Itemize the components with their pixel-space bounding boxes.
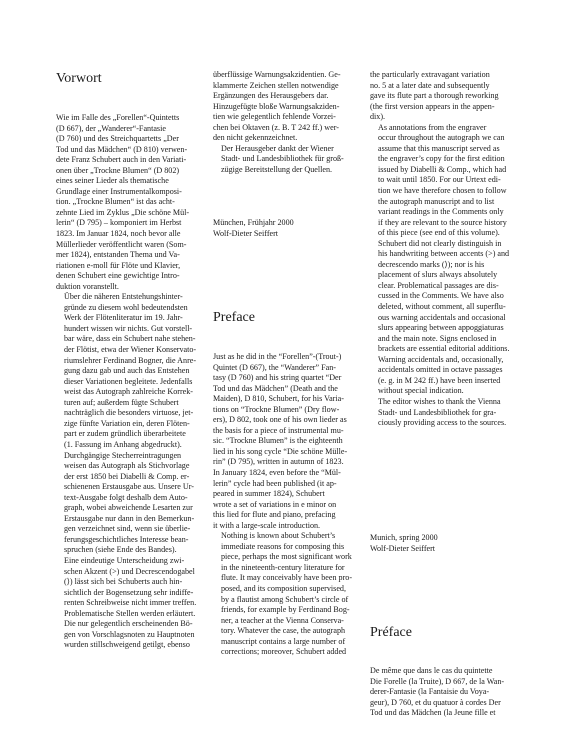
text-line: dete Franz Schubert auch in den Variati- <box>56 155 187 165</box>
text-line: riumslehrer Ferdinand Bogner, die Anre- <box>64 355 197 365</box>
text-line: Warning accidentals and, occasionally, <box>378 354 504 364</box>
paragraph <box>370 397 517 429</box>
text-line: duktion voranstellt. <box>56 281 119 291</box>
text-line: Nothing is known about Schubert’s <box>221 531 336 541</box>
heading-preface-fr: Préface <box>370 625 412 640</box>
text-line: hundert wissen wir nichts. Gut vorstell- <box>64 323 193 333</box>
text-line: cussed in the Comments. We have also <box>378 291 504 301</box>
text-line: dix). <box>370 112 386 122</box>
text-line: eines seiner Lieder als thematische <box>56 176 169 186</box>
french-text <box>370 666 517 719</box>
text-line: accidentals omitted in octave passages <box>378 365 503 375</box>
text-line: ferungsgeschichtliches Interesse bean- <box>64 534 189 544</box>
text-line: wurden stillschweigend getilgt, ebenso <box>64 640 190 650</box>
text-line: Die Forelle (la Truite), D 667, de la Wan- <box>370 676 505 686</box>
paragraph <box>213 352 358 531</box>
text-line: Stadt- und Landesbibliothek for gra- <box>378 407 497 417</box>
text-line: (D 667), der „Wanderer“-Fantasie <box>56 123 166 133</box>
text-line: Just as he did in the “Forellen”-(Trout-) <box>213 352 342 361</box>
text-line: dieser Variationen begleitete. Jedenfalls <box>64 376 193 386</box>
text-line: Stadt- und Landesbibliothek für groß- <box>221 154 344 164</box>
paragraph <box>56 113 201 292</box>
text-line: den nicht gekennzeichnet. <box>213 133 298 143</box>
text-line: tion. „Trockne Blumen“ ist das acht- <box>56 197 175 207</box>
text-line: flute. It may conceivably have been pro- <box>221 573 353 583</box>
text-line: immediate reasons for composing this <box>221 541 345 551</box>
text-line: Eine eindeutige Unterscheidung zwi- <box>64 555 185 565</box>
paragraph <box>56 556 201 651</box>
paragraph <box>370 666 517 719</box>
text-line: zehnte Lied im Zyklus „Die schöne Mül- <box>56 207 190 217</box>
text-line: corrections; moreover, Schubert added <box>221 647 347 657</box>
sign-place: München, Frühjahr 2000 <box>213 218 294 227</box>
text-line: überflüssige Warnungsakzidentien. Ge- <box>213 70 341 79</box>
text-line: issued by Diabelli & Comp., which had <box>378 164 507 174</box>
text-line: geur), D 760, et du quatuor à cordes Der <box>370 697 501 707</box>
paragraph <box>213 531 358 658</box>
text-line: In January 1824, even before the “Mül- <box>213 468 341 478</box>
text-line: ner, a teacher at the Vienna Conserva- <box>221 615 344 625</box>
text-line: zige fünfte Variation ein, deren Flöten- <box>64 418 190 428</box>
text-line: zügige Bereitstellung der Quellen. <box>221 164 333 174</box>
text-line: tien wie gelegentlich fehlende Vorzei- <box>213 112 336 122</box>
text-line: weist das Autograph zahlreiche Korrek- <box>64 387 194 397</box>
text-line: (e. g. in M 242 ff.) have been inserted <box>378 375 501 385</box>
text-line: der Flötist, etwa der Wiener Konservato- <box>64 345 197 355</box>
paragraph <box>370 70 517 123</box>
text-line: rin” (D 795), written in autumn of 1823. <box>213 457 344 467</box>
text-line: lerin“ (D 795) – komponiert im Herbst <box>56 218 182 228</box>
text-line: lied in his song cycle “Die schöne Mülle- <box>213 446 348 456</box>
signature-block-german <box>213 218 358 239</box>
text-line: wrote a set of variations in e minor on <box>213 499 337 509</box>
text-line: mer 1824), entstanden Thema und Va- <box>56 250 180 260</box>
text-line: if they are relevant to the source history <box>378 217 507 227</box>
paragraph <box>370 239 517 397</box>
text-line: 1823. Im Januar 1824, noch bevor alle <box>56 229 181 239</box>
text-line: piece, perhaps the most significant work <box>221 552 352 562</box>
text-line: ers), D 802, took one of his own lieder as <box>213 415 347 425</box>
text-line: clear. Problematical passages are dis- <box>378 280 499 290</box>
text-line: decrescendo marks (⟩); nor is his <box>378 259 485 269</box>
english-text-continued <box>370 70 517 429</box>
text-line: Über die näheren Entstehungshinter- <box>64 292 183 302</box>
text-line: Tod und das Mädchen“ (D 810) verwen- <box>56 144 188 154</box>
heading-preface: Preface <box>213 310 255 325</box>
text-line: chen bei Oktaven (z. B. T 242 ff.) wer- <box>213 122 339 132</box>
text-line: brackets are essential editorial additions. <box>378 344 510 354</box>
text-line: schen Akzent (>) und Decrescendogabel <box>64 566 195 576</box>
text-line: manuscript contains a large number of <box>221 636 346 646</box>
text-line: De même que dans le cas du quintette <box>370 666 493 675</box>
text-line: derer-Fantasie (la Fantaisie du Voya- <box>370 687 490 697</box>
text-line: (D 760) und des Streichquartetts „Der <box>56 134 179 144</box>
text-line: peared in summer 1824), Schubert <box>213 489 325 499</box>
heading-vorwort: Vorwort <box>56 71 102 86</box>
text-line: Durchgängige Stecherreintragungen <box>64 450 182 460</box>
text-line: Tod und das Mädchen (la Jeune fille et <box>370 708 496 718</box>
paragraph <box>56 292 201 450</box>
text-line: posed, and its composition supervised, <box>221 584 346 594</box>
text-line: (1. Fassung im Anhang abgedruckt). <box>64 439 182 449</box>
text-line: the particularly extravagant variation <box>370 70 490 79</box>
text-line: riationen e-moll für Flöte und Klavier, <box>56 260 181 270</box>
text-line: placement of slurs always absolutely <box>378 270 498 280</box>
text-line: (the first version appears in the appen- <box>370 101 495 111</box>
text-line: As annotations from the engraver <box>378 122 487 132</box>
text-line: and the main note. Signs enclosed in <box>378 333 497 343</box>
text-line: Werk der Flötenliteratur im 19. Jahr- <box>64 313 183 323</box>
text-line: Maiden), D 810, Schubert, for his Varia- <box>213 394 344 404</box>
sign-name: Wolf-Dieter Seiffert <box>370 543 436 553</box>
text-line: tasy (D 760) and his string quartet “Der <box>213 373 342 383</box>
text-line: ciously providing access to the sources. <box>378 418 507 428</box>
text-line: variant readings in the Comments only <box>378 207 504 217</box>
text-line: Erstausgabe nur dann in den Bemerkun- <box>64 513 195 523</box>
text-line: klammerte Zeichen stellen notwendige <box>213 80 339 90</box>
text-line: assume that this manuscript served as <box>378 143 500 153</box>
text-line: gave its flute part a thorough reworking <box>370 91 499 101</box>
paragraph <box>213 144 358 176</box>
text-line: gen von Vorschlagsnoten zu Hauptnoten <box>64 629 195 639</box>
text-line: Müllerlieder veröffentlicht waren (Som- <box>56 239 187 249</box>
text-line: in the nineteenth-century literature for <box>221 562 345 572</box>
text-line: tions on “Trockne Blumen” (Dry flow- <box>213 404 340 414</box>
text-line: sichtlich der Bogensetzung sehr indiffe- <box>64 587 194 597</box>
text-line: Problematische Stellen werden erläutert. <box>64 608 196 618</box>
german-text <box>56 113 201 651</box>
text-line: gründe zu diesem wohl bedeutendsten <box>64 302 188 312</box>
text-line: der erst 1850 bei Diabelli & Comp. er- <box>64 471 190 481</box>
text-line: tory. Whatever the case, the autograph <box>221 626 346 636</box>
english-text <box>213 352 358 658</box>
paragraph <box>370 123 517 239</box>
text-line: text-Ausgabe folgt deshalb dem Auto- <box>64 492 188 502</box>
text-line: the autograph manuscript and to list <box>378 196 495 206</box>
text-line: sic. “Trockne Blumen” is the eighteenth <box>213 436 343 446</box>
text-line: it with a large-scale introduction. <box>213 520 321 530</box>
text-line: slurs appearing between appoggiaturas <box>378 323 504 333</box>
text-line: onen über „Trockne Blumen“ (D 802) <box>56 165 180 175</box>
text-line: Schubert did not clearly distinguish in <box>378 238 502 248</box>
text-line: renten Schreibweise nicht immer treffen. <box>64 598 197 608</box>
text-line: gung dazu gab und auch das Entstehen <box>64 366 190 376</box>
german-text-continued <box>213 70 358 175</box>
text-line: the basis for a piece of instrumental mu- <box>213 425 344 435</box>
text-line: Wie im Falle des „Forellen“-Quintetts <box>56 113 180 122</box>
text-line: (⟩) lässt sich bei Schuberts auch hin- <box>64 577 183 587</box>
text-line: no. 5 at a later date and subsequently <box>370 80 490 90</box>
text-line: tion we have therefore chosen to follow <box>378 186 507 196</box>
paragraph <box>213 70 358 144</box>
text-line: Der Herausgeber dankt der Wiener <box>221 143 334 153</box>
sign-place: Munich, spring 2000 <box>370 533 438 542</box>
text-line: friends, for example by Ferdinand Bog- <box>221 605 350 615</box>
text-line: turen auf; außerdem fügte Schubert <box>64 397 179 407</box>
text-line: Die nur gelegentlich erscheinenden Bö- <box>64 619 193 629</box>
text-line: nachträglich die besonders virtuose, jet- <box>64 408 194 418</box>
text-line: by a flautist among Schubert’s circle of <box>221 594 349 604</box>
text-line: to wait until 1850. For our Urtext edi- <box>378 175 501 185</box>
text-line: denen Schubert eine gewichtige Intro- <box>56 271 180 281</box>
text-line: spruchen (siehe Ende des Bandes). <box>64 545 177 555</box>
text-line: without special indication. <box>378 386 464 396</box>
text-line: bar wäre, dass ein Schubert nahe stehen- <box>64 334 196 344</box>
text-line: Hinzugefügte bloße Warnungsakziden- <box>213 101 340 111</box>
paragraph <box>56 451 201 556</box>
text-line: Grundlage einer Instrumentalkomposi- <box>56 186 182 196</box>
text-line: this lied for flute and piano, prefacing <box>213 510 336 520</box>
text-line: weisen das Autograph als Stichvorlage <box>64 461 190 471</box>
text-line: deleted, without comment, all superflu- <box>378 302 506 312</box>
text-line: Tod und das Mädchen” (Death and the <box>213 383 338 393</box>
text-line: Ergänzungen des Herausgebers dar. <box>213 91 329 101</box>
text-line: schienenen Erstausgabe aus. Unsere Ur- <box>64 482 194 492</box>
text-line: of this piece (see end of this volume). <box>378 228 500 238</box>
signature-block-english <box>370 533 517 554</box>
text-line: ous warning accidentals and occasional <box>378 312 506 322</box>
text-line: the engraver’s copy for the first edition <box>378 154 505 164</box>
text-line: The editor wishes to thank the Vienna <box>378 396 501 406</box>
text-line: his handwriting between accents (>) and <box>378 249 510 259</box>
text-line: Quintet (D 667), the “Wanderer” Fan- <box>213 362 336 372</box>
text-line: occur throughout the autograph we can <box>378 133 505 143</box>
text-line: lerin” cycle had been published (it ap- <box>213 478 337 488</box>
text-line: graph, wobei abweichende Lesarten zur <box>64 503 193 513</box>
text-line: gen verzeichnet sind, wenn sie überlie- <box>64 524 191 534</box>
text-line: part er zudem gründlich überarbeitete <box>64 429 186 439</box>
sign-name: Wolf-Dieter Seiffert <box>213 228 279 238</box>
